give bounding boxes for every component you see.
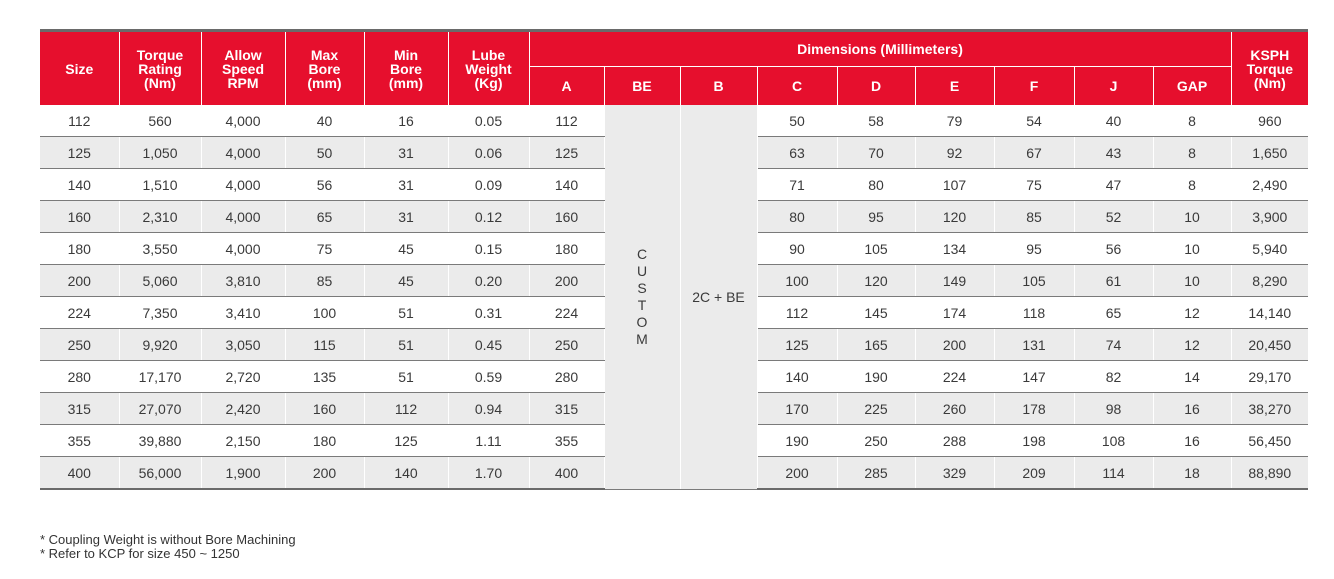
cell-dim-gap: 10 — [1153, 265, 1231, 297]
footnote-coupling-weight: * Coupling Weight is without Bore Machining — [40, 532, 296, 547]
cell-dim-j: 74 — [1074, 329, 1153, 361]
cell-dim-d: 225 — [837, 393, 915, 425]
cell-ksph-torque: 3,900 — [1231, 201, 1308, 233]
cell-torque-rating: 1,510 — [119, 169, 201, 201]
cell-lube-weight: 0.05 — [448, 105, 529, 137]
cell-size: 180 — [40, 233, 119, 265]
cell-dim-e: 260 — [915, 393, 994, 425]
cell-dim-a: 180 — [529, 233, 604, 265]
cell-dim-c: 170 — [757, 393, 837, 425]
cell-dim-f: 147 — [994, 361, 1074, 393]
cell-torque-rating: 7,350 — [119, 297, 201, 329]
cell-size: 140 — [40, 169, 119, 201]
cell-dim-gap: 12 — [1153, 297, 1231, 329]
be-letter: C — [636, 245, 648, 262]
cell-dim-f: 54 — [994, 105, 1074, 137]
cell-min-bore: 31 — [364, 201, 448, 233]
cell-allow-speed: 3,810 — [201, 265, 285, 297]
footnotes — [40, 533, 296, 561]
cell-lube-weight: 0.12 — [448, 201, 529, 233]
cell-ksph-torque: 1,650 — [1231, 137, 1308, 169]
cell-min-bore: 45 — [364, 233, 448, 265]
cell-torque-rating: 9,920 — [119, 329, 201, 361]
cell-dim-c: 100 — [757, 265, 837, 297]
cell-dim-d: 80 — [837, 169, 915, 201]
cell-dim-j: 108 — [1074, 425, 1153, 457]
cell-min-bore: 31 — [364, 169, 448, 201]
cell-lube-weight: 0.31 — [448, 297, 529, 329]
cell-dim-a: 200 — [529, 265, 604, 297]
cell-dim-j: 56 — [1074, 233, 1153, 265]
cell-allow-speed: 3,050 — [201, 329, 285, 361]
coupling-spec-table — [40, 29, 1308, 490]
cell-size: 250 — [40, 329, 119, 361]
cell-min-bore: 125 — [364, 425, 448, 457]
header-ksph-line1: KSPH — [1250, 46, 1290, 63]
cell-allow-speed: 4,000 — [201, 233, 285, 265]
cell-dim-d: 285 — [837, 457, 915, 490]
cell-max-bore: 135 — [285, 361, 364, 393]
cell-allow-speed: 2,420 — [201, 393, 285, 425]
cell-dim-d: 145 — [837, 297, 915, 329]
cell-dim-f: 131 — [994, 329, 1074, 361]
header-torque-rating — [119, 31, 201, 106]
cell-dim-f: 105 — [994, 265, 1074, 297]
cell-dim-gap: 10 — [1153, 233, 1231, 265]
header-ksph-line3: (Nm) — [1253, 74, 1286, 91]
header-dim-be: BE — [604, 67, 680, 106]
cell-min-bore: 112 — [364, 393, 448, 425]
cell-dim-gap: 8 — [1153, 137, 1231, 169]
header-dim-b: B — [680, 67, 757, 106]
header-lube-weight-line2: Weight — [465, 60, 512, 77]
cell-dim-j: 40 — [1074, 105, 1153, 137]
cell-dim-gap: 12 — [1153, 329, 1231, 361]
cell-dim-c: 63 — [757, 137, 837, 169]
header-lube-weight — [448, 31, 529, 106]
cell-torque-rating: 3,550 — [119, 233, 201, 265]
cell-torque-rating: 1,050 — [119, 137, 201, 169]
be-letter: S — [637, 279, 647, 296]
cell-dim-j: 52 — [1074, 201, 1153, 233]
header-torque-rating-line2: Rating — [138, 60, 182, 77]
cell-allow-speed: 4,000 — [201, 137, 285, 169]
cell-dim-f: 198 — [994, 425, 1074, 457]
cell-dim-f: 118 — [994, 297, 1074, 329]
cell-max-bore: 85 — [285, 265, 364, 297]
header-dim-d: D — [837, 67, 915, 106]
cell-ksph-torque: 2,490 — [1231, 169, 1308, 201]
header-allow-speed-line1: Allow — [224, 46, 262, 63]
cell-allow-speed: 4,000 — [201, 169, 285, 201]
cell-size: 224 — [40, 297, 119, 329]
be-letter: T — [637, 296, 647, 313]
cell-dim-a: 400 — [529, 457, 604, 490]
cell-size: 160 — [40, 201, 119, 233]
cell-dim-e: 120 — [915, 201, 994, 233]
cell-dim-a: 160 — [529, 201, 604, 233]
cell-size: 400 — [40, 457, 119, 490]
cell-dim-gap: 16 — [1153, 425, 1231, 457]
cell-size: 125 — [40, 137, 119, 169]
cell-dim-a: 355 — [529, 425, 604, 457]
cell-dim-d: 120 — [837, 265, 915, 297]
cell-dim-be-custom — [604, 105, 680, 489]
cell-dim-d: 190 — [837, 361, 915, 393]
cell-dim-b-formula: 2C + BE — [680, 105, 757, 489]
cell-size: 355 — [40, 425, 119, 457]
cell-dim-a: 315 — [529, 393, 604, 425]
header-dim-c: C — [757, 67, 837, 106]
cell-dim-e: 200 — [915, 329, 994, 361]
header-min-bore-line3: (mm) — [388, 74, 424, 91]
cell-size: 280 — [40, 361, 119, 393]
cell-dim-f: 95 — [994, 233, 1074, 265]
cell-dim-j: 65 — [1074, 297, 1153, 329]
header-dim-gap: GAP — [1153, 67, 1231, 106]
cell-max-bore: 50 — [285, 137, 364, 169]
header-allow-speed — [201, 31, 285, 106]
header-torque-rating-line1: Torque — [136, 46, 184, 63]
cell-ksph-torque: 56,450 — [1231, 425, 1308, 457]
header-allow-speed-line3: RPM — [227, 74, 259, 91]
header-min-bore — [364, 31, 448, 106]
header-dim-a: A — [529, 67, 604, 106]
cell-dim-a: 112 — [529, 105, 604, 137]
cell-allow-speed: 4,000 — [201, 105, 285, 137]
cell-dim-j: 61 — [1074, 265, 1153, 297]
cell-dim-e: 329 — [915, 457, 994, 490]
cell-dim-gap: 16 — [1153, 393, 1231, 425]
cell-torque-rating: 560 — [119, 105, 201, 137]
cell-size: 112 — [40, 105, 119, 137]
cell-dim-e: 149 — [915, 265, 994, 297]
cell-dim-d: 70 — [837, 137, 915, 169]
cell-max-bore: 100 — [285, 297, 364, 329]
cell-torque-rating: 2,310 — [119, 201, 201, 233]
cell-ksph-torque: 14,140 — [1231, 297, 1308, 329]
cell-dim-d: 105 — [837, 233, 915, 265]
cell-dim-c: 50 — [757, 105, 837, 137]
cell-dim-c: 71 — [757, 169, 837, 201]
cell-min-bore: 140 — [364, 457, 448, 490]
cell-dim-e: 79 — [915, 105, 994, 137]
cell-min-bore: 31 — [364, 137, 448, 169]
header-lube-weight-line3: (Kg) — [474, 74, 503, 91]
cell-torque-rating: 27,070 — [119, 393, 201, 425]
be-letter: O — [636, 313, 648, 330]
cell-dim-c: 190 — [757, 425, 837, 457]
cell-size: 200 — [40, 265, 119, 297]
header-allow-speed-line2: Speed — [221, 60, 264, 77]
footnote-kcp-reference: * Refer to KCP for size 450 ~ 1250 — [40, 546, 240, 561]
header-dim-f: F — [994, 67, 1074, 106]
cell-dim-c: 200 — [757, 457, 837, 490]
cell-allow-speed: 3,410 — [201, 297, 285, 329]
cell-allow-speed: 2,720 — [201, 361, 285, 393]
cell-max-bore: 160 — [285, 393, 364, 425]
table-body — [40, 105, 1308, 489]
cell-dim-d: 58 — [837, 105, 915, 137]
cell-dim-e: 134 — [915, 233, 994, 265]
cell-ksph-torque: 20,450 — [1231, 329, 1308, 361]
header-dimensions: Dimensions (Millimeters) — [529, 31, 1231, 67]
table-row — [40, 105, 1308, 137]
cell-dim-a: 125 — [529, 137, 604, 169]
cell-dim-j: 47 — [1074, 169, 1153, 201]
cell-dim-f: 178 — [994, 393, 1074, 425]
header-max-bore — [285, 31, 364, 106]
cell-min-bore: 16 — [364, 105, 448, 137]
cell-max-bore: 75 — [285, 233, 364, 265]
cell-size: 315 — [40, 393, 119, 425]
cell-min-bore: 51 — [364, 297, 448, 329]
cell-dim-c: 125 — [757, 329, 837, 361]
cell-lube-weight: 0.59 — [448, 361, 529, 393]
cell-dim-c: 80 — [757, 201, 837, 233]
header-size: Size — [40, 31, 119, 106]
header-dim-j: J — [1074, 67, 1153, 106]
cell-dim-j: 98 — [1074, 393, 1153, 425]
cell-dim-gap: 8 — [1153, 169, 1231, 201]
cell-lube-weight: 0.15 — [448, 233, 529, 265]
cell-dim-f: 85 — [994, 201, 1074, 233]
cell-max-bore: 40 — [285, 105, 364, 137]
cell-dim-e: 224 — [915, 361, 994, 393]
header-max-bore-line3: (mm) — [307, 74, 342, 91]
cell-lube-weight: 0.09 — [448, 169, 529, 201]
cell-dim-d: 250 — [837, 425, 915, 457]
be-letter: M — [636, 330, 648, 347]
cell-torque-rating: 56,000 — [119, 457, 201, 490]
cell-torque-rating: 17,170 — [119, 361, 201, 393]
be-letter: U — [636, 262, 648, 279]
cell-dim-f: 75 — [994, 169, 1074, 201]
cell-dim-f: 67 — [994, 137, 1074, 169]
cell-lube-weight: 1.70 — [448, 457, 529, 490]
cell-min-bore: 51 — [364, 361, 448, 393]
cell-lube-weight: 1.11 — [448, 425, 529, 457]
cell-ksph-torque: 960 — [1231, 105, 1308, 137]
cell-dim-a: 224 — [529, 297, 604, 329]
cell-ksph-torque: 38,270 — [1231, 393, 1308, 425]
table-header — [40, 31, 1308, 106]
cell-dim-c: 112 — [757, 297, 837, 329]
cell-ksph-torque: 88,890 — [1231, 457, 1308, 490]
cell-max-bore: 200 — [285, 457, 364, 490]
cell-dim-gap: 14 — [1153, 361, 1231, 393]
header-dim-e: E — [915, 67, 994, 106]
cell-ksph-torque: 5,940 — [1231, 233, 1308, 265]
cell-max-bore: 115 — [285, 329, 364, 361]
cell-lube-weight: 0.45 — [448, 329, 529, 361]
cell-dim-gap: 10 — [1153, 201, 1231, 233]
cell-max-bore: 180 — [285, 425, 364, 457]
cell-lube-weight: 0.94 — [448, 393, 529, 425]
header-min-bore-line1: Min — [393, 46, 419, 63]
cell-lube-weight: 0.20 — [448, 265, 529, 297]
cell-dim-e: 288 — [915, 425, 994, 457]
cell-dim-e: 92 — [915, 137, 994, 169]
cell-dim-j: 114 — [1074, 457, 1153, 490]
cell-dim-c: 140 — [757, 361, 837, 393]
cell-torque-rating: 39,880 — [119, 425, 201, 457]
cell-ksph-torque: 8,290 — [1231, 265, 1308, 297]
cell-dim-gap: 18 — [1153, 457, 1231, 490]
header-torque-rating-line3: (Nm) — [144, 74, 176, 91]
header-min-bore-line2: Bore — [390, 60, 422, 77]
cell-dim-e: 107 — [915, 169, 994, 201]
cell-dim-d: 165 — [837, 329, 915, 361]
cell-dim-j: 43 — [1074, 137, 1153, 169]
cell-dim-a: 280 — [529, 361, 604, 393]
cell-ksph-torque: 29,170 — [1231, 361, 1308, 393]
cell-allow-speed: 1,900 — [201, 457, 285, 490]
cell-torque-rating: 5,060 — [119, 265, 201, 297]
cell-max-bore: 56 — [285, 169, 364, 201]
cell-dim-j: 82 — [1074, 361, 1153, 393]
cell-dim-gap: 8 — [1153, 105, 1231, 137]
cell-allow-speed: 4,000 — [201, 201, 285, 233]
cell-dim-a: 250 — [529, 329, 604, 361]
cell-dim-f: 209 — [994, 457, 1074, 490]
header-max-bore-line1: Max — [310, 46, 339, 63]
cell-dim-e: 174 — [915, 297, 994, 329]
cell-allow-speed: 2,150 — [201, 425, 285, 457]
cell-min-bore: 51 — [364, 329, 448, 361]
cell-dim-c: 90 — [757, 233, 837, 265]
cell-min-bore: 45 — [364, 265, 448, 297]
cell-dim-a: 140 — [529, 169, 604, 201]
cell-max-bore: 65 — [285, 201, 364, 233]
cell-lube-weight: 0.06 — [448, 137, 529, 169]
header-max-bore-line2: Bore — [308, 60, 341, 77]
cell-dim-d: 95 — [837, 201, 915, 233]
header-ksph-torque — [1231, 31, 1308, 106]
header-lube-weight-line1: Lube — [471, 46, 506, 63]
header-ksph-line2: Torque — [1246, 60, 1294, 77]
